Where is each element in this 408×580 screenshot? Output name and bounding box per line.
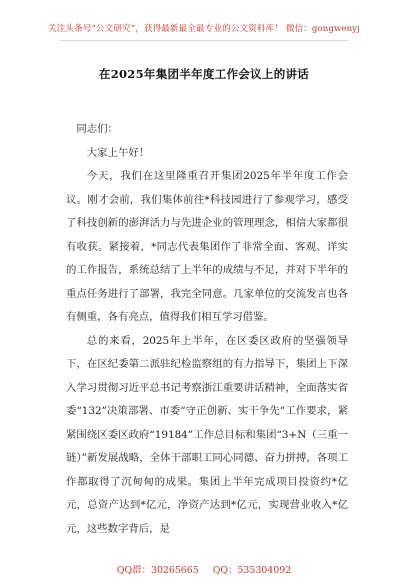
salutation: 同志们： (76, 123, 118, 135)
footer-qq-number: QQ：535304092 (212, 565, 292, 576)
document-title: 在2025年集团半年度工作会议上的讲话 (98, 67, 310, 81)
body-paragraph-2: 总的来看，2025年上半年，在区委区政府的坚强领导下，在区纪委第二派驻纪检监察组的有力指导下，集团上下深入学习贯彻习近平总书记考察浙江重要讲话精神，全面落实省委“132”决策部署、市委“守正创新、实干争先”工作要求，紧紧围绕区委区政府“19184”工作总目标和集团“3+N（三重一链）”新发展战略，全体干部职工同心同德、奋力拼搏，各项工作都取得了沉甸甸的成果。集团上半年完成项目投资约*亿元，总资产达到*亿元，净资产达到*亿元，实现营业收入*亿元，这些数字背后，是 (66, 334, 348, 535)
document-body (66, 118, 348, 541)
header-divider (60, 40, 348, 41)
header-promo-note: 关注头条号“公文研究”，获得最新最全最专业的公文资料库！ 微信：gongwenyj (47, 24, 361, 34)
footer-qq-group: QQ群：30265665 (116, 565, 199, 576)
greeting: 大家上午好！ (86, 146, 150, 159)
footer-contact (0, 562, 408, 576)
body-paragraph-1: 今天，我们在这里隆重召开集团2025年半年度工作会议。刚才会前，我们集体前往*科技园进行了参观学习，感受了科技创新的澎湃活力与先进企业的管理理念，相信大家都很有收获。紧接着，*同志代表集团作了非常全面、客观、详实的工作报告，系统总结了上半年的成绩与不足，并对下半年的重点任务进行了部署，我完全同意。几家单位的交流发言也各有侧重，各有亮点，值得我们相互学习借鉴。 (66, 170, 348, 323)
